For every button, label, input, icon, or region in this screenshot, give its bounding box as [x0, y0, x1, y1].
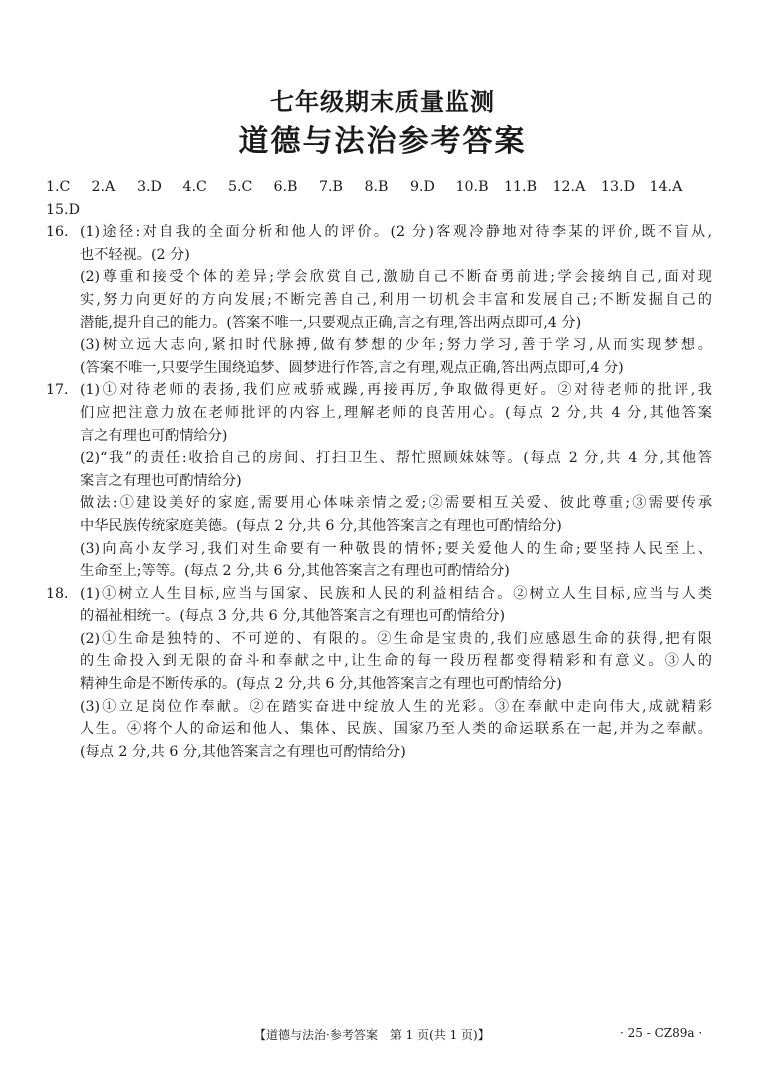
question-number: 16.	[46, 224, 69, 241]
answer-line: 生命至上;等等。(每点 2 分,共 6 分,其他答案言之有理也可酌情给分)	[80, 563, 510, 580]
mcq-answer: 5.C	[228, 179, 253, 195]
answer-line: 的生命投入到无限的奋斗和奉献之中,让生命的每一段历程都变得精彩和有意义。③人的	[80, 653, 712, 670]
answer-body	[46, 176, 712, 763]
question-number: 17.	[46, 382, 69, 399]
answer-line: 言之有理也可酌情给分)	[80, 427, 228, 444]
question-number: 18.	[46, 585, 69, 602]
footer-code: · 25 - CZ89a ·	[620, 1026, 703, 1040]
question-16-answer	[46, 221, 712, 379]
answer-line: 实,努力向更好的方向发展;不断完善自己,利用一切机会丰富和发展自己;不断发掘自己的	[80, 291, 712, 308]
mcq-answer: 1.C	[46, 179, 71, 195]
answer-line: (1)①对待老师的表扬,我们应戒骄戒躁,再接再厉,争取做得更好。②对待老师的批评,我	[80, 382, 712, 399]
exam-title: 七年级期末质量监测	[270, 88, 495, 116]
answer-line: 精神生命是不断传承的。(每点 2 分,共 6 分,其他答案言之有理也可酌情给分)	[80, 676, 562, 693]
answer-line: (2)①生命是独特的、不可逆的、有限的。②生命是宝贵的,我们应感恩生命的获得,把有限	[80, 630, 712, 647]
answer-line: 人生。④将个人的命运和他人、集体、民族、国家乃至人类的命运联系在一起,并为之奉献。	[80, 721, 712, 738]
mcq-answer: 2.A	[91, 179, 116, 195]
answer-line: (1)①树立人生目标,应当与国家、民族和人民的利益相结合。②树立人生目标,应当与人类	[80, 585, 712, 602]
mcq-answer: 6.B	[273, 179, 298, 195]
answer-line: (3)向高小友学习,我们对生命要有一种敬畏的情怀;要关爱他人的生命;要坚持人民至上、	[80, 540, 712, 557]
answer-line: 潜能,提升自己的能力。(答案不唯一,只要观点正确,言之有理,答出两点即可,4 分)	[80, 314, 582, 331]
mcq-answer: 3.D	[137, 179, 162, 195]
answer-line: 中华民族传统家庭美德。(每点 2 分,共 6 分,其他答案言之有理也可酌情给分)	[80, 517, 562, 534]
footer-page-info: 【道德与法治·参考答案 第 1 页(共 1 页)】	[254, 1028, 490, 1042]
answer-line: 也不轻视。(2 分)	[80, 246, 190, 263]
answer-line: (答案不唯一,只要学生围绕追梦、圆梦进行作答,言之有理,观点正确,答出两点即可,4 分)	[80, 359, 624, 376]
answer-line: (3)树立远大志向,紧扣时代脉搏,做有梦想的少年;努力学习,善于学习,从而实现梦想。	[80, 337, 712, 354]
mcq-answer: 10.B	[455, 179, 489, 195]
answer-line: 做法:①建设美好的家庭,需要用心体味亲情之爱;②需要相互关爱、彼此尊重;③需要传承	[80, 495, 712, 512]
answer-line: 的福祉相统一。(每点 3 分,共 6 分,其他答案言之有理也可酌情给分)	[80, 608, 506, 625]
mcq-answer: 4.C	[182, 179, 207, 195]
answer-line: (1)途径:对自我的全面分析和他人的评价。(2 分)客观冷静地对待李某的评价,既不盲从,	[80, 224, 712, 241]
answer-line: 案言之有理也可酌情给分)	[80, 472, 242, 489]
mcq-answer: 13.D	[601, 179, 635, 195]
answer-line: (2)“我”的责任:收拾自己的房间、打扫卫生、帮忙照顾妹妹等。(每点 2 分,共 4 分,其他答	[80, 450, 712, 467]
mcq-answer: 15.D	[46, 201, 80, 218]
question-18-answer	[46, 583, 712, 764]
mcq-answer: 12.A	[552, 179, 586, 195]
answer-line: 们应把注意力放在老师批评的内容上,理解老师的良苦用心。(每点 2 分,共 4 分,其他答案	[80, 404, 712, 421]
mcq-answer: 9.D	[410, 179, 435, 195]
question-17-answer	[46, 379, 712, 582]
mcq-answer: 7.B	[319, 179, 343, 195]
answer-line: (3)①立足岗位作奉献。②在踏实奋进中绽放人生的光彩。③在奉献中走向伟大,成就精彩	[80, 698, 712, 715]
answer-line: (每点 2 分,共 6 分,其他答案言之有理也可酌情给分)	[80, 743, 406, 760]
multiple-choice-answers	[46, 176, 712, 221]
mcq-answer: 11.B	[504, 179, 537, 195]
answer-line: (2)尊重和接受个体的差异;学会欣赏自己,激励自己不断奋勇前进;学会接纳自己,面对现	[80, 269, 712, 286]
answer-key-title: 道德与法治参考答案	[238, 124, 527, 159]
mcq-answer: 14.A	[649, 179, 683, 195]
mcq-answer: 8.B	[364, 179, 389, 195]
